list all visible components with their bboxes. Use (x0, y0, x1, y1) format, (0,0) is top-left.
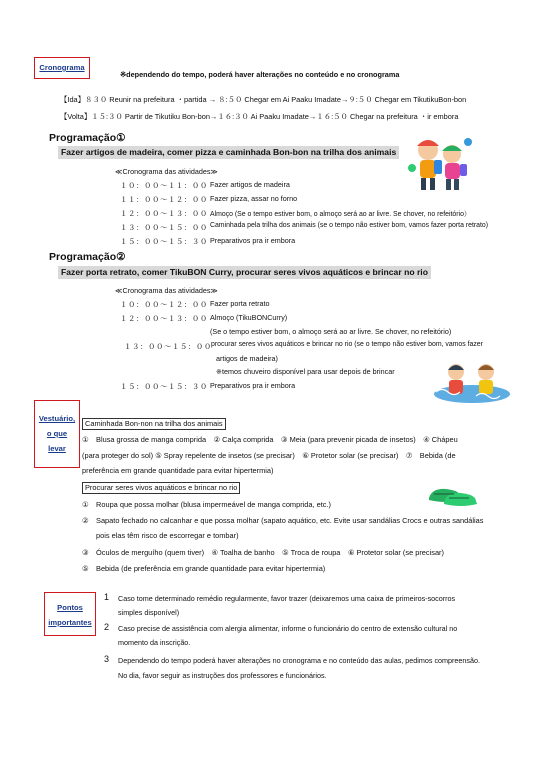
point-3-line1: Dependendo do tempo poderá haver alterações no cronograma e no conteúdo das aulas, pedimos compreensão. (118, 656, 481, 665)
p1-desc-5: Preparativos pra ir embora (210, 236, 296, 245)
river-kids-illustration (432, 358, 512, 404)
point-1-number: 1 (104, 592, 110, 602)
program1-title: Programação① (49, 132, 126, 144)
p1-time-1: １０：００～１１：００ (120, 181, 208, 190)
point-3-line2: No dia, favor seguir as instruções dos professores e funcionários. (118, 671, 327, 680)
p1-time-5: １５：００～１５：３０ (120, 237, 208, 246)
schedule-ida: 【Ida】８３０ Reunir na prefeitura ・partida → ８:５０ Chegar em Ai Paaku Imadate→９:５０ Chegar em TikutikuBon-bon (60, 95, 467, 104)
clothing-items1-line2: (para proteger do sol) ⑤ Spray repelente de insetos (se precisar) ⑥ Protetor solar (se precisar) ⑦ Bebida (de (82, 451, 456, 460)
points-label-1: Pontos (57, 603, 83, 612)
p2-time-3: １３：００～１５：００ (124, 342, 212, 351)
clothing-box-river: Procurar seres vivos aquáticos e brincar no rio (82, 482, 240, 494)
p2-time-2: １２：００～１３：００ (120, 314, 208, 323)
schedule-notice: ※dependendo do tempo, poderá haver alterações no conteúdo e no cronograma (120, 70, 400, 79)
p2-desc-3a: procurar seres vivos aquáticos e brincar no rio (se o tempo não estiver bom, vamos fazer (211, 341, 483, 348)
points-label-box (44, 592, 96, 636)
water-shoes-illustration (426, 482, 480, 508)
p2-note-2: (Se o tempo estiver bom, o almoço será ao ar livre. Se chover, no refeitório) (210, 327, 452, 336)
program1-banner: Fazer artigos de madeira, comer pizza e caminhada Bon-bon na trilha dos animais (58, 146, 399, 159)
cronograma-label: Cronograma (39, 63, 85, 72)
point-1-line1: Caso tome determinado remédio regularmente, favor trazer (deixaremos uma caixa de primeiros-socorros (118, 594, 456, 603)
schedule-volta: 【Volta】１５:３０ Partir de Tikutiku Bon-bon→１６:３０ Ai Paaku Imadate→１６:５０ Chegar na prefeitura ・ir embora (60, 112, 459, 121)
p1-desc-4: Caminhada pela trilha dos animais (se o tempo não estiver bom, vamos fazer porta retrato) (210, 222, 489, 229)
clothing-label-box (34, 400, 80, 468)
clothing-items2-line1: ① Roupa que possa molhar (blusa impermeável de manga comprida, etc.) (82, 500, 331, 509)
clothing-items2-line2: ② Sapato fechado no calcanhar e que possa molhar (sapato aquático, etc. Evite usar sandálias Crocs e outras sandálias (82, 516, 484, 525)
point-2-line1: Caso precise de assistência com alergia alimentar, informe o funcionário do centro de extensão cultural no (118, 624, 458, 633)
point-2-number: 2 (104, 622, 110, 632)
point-2-line2: momento da inscrição. (118, 638, 191, 647)
p1-time-2: １１：００～１２：００ (120, 195, 208, 204)
program2-subhead: ≪Cronograma das atividades≫ (115, 286, 218, 295)
p2-time-4: １５：００～１５：３０ (120, 382, 208, 391)
p2-time-1: １０：００～１２：００ (120, 300, 208, 309)
program2-banner: Fazer porta retrato, comer TikuBON Curry, procurar seres vivos aquáticos e brincar no rio (58, 266, 431, 279)
clothing-items2-line5: ⑤ Bebida (de preferência em grande quantidade para evitar hipertermia) (82, 564, 326, 573)
program1-subhead: ≪Cronograma das atividades≫ (115, 167, 218, 176)
clothing-items1-line1: ① Blusa grossa de manga comprida ② Calça comprida ③ Meia (para prevenir picada de insetos) ④ Chápeu (82, 435, 458, 444)
clothing-box-trail: Caminhada Bon-non na trilha dos animais (82, 418, 226, 430)
clothing-label-1: Vestuário, (38, 414, 76, 423)
p1-time-4: １３：００～１５：００ (120, 223, 208, 232)
p2-desc-4: Preparativos pra ir embora (210, 381, 296, 390)
clothing-items2-line4: ③ Óculos de merguího (quem tiver) ④ Toalha de banho ⑤ Troca de roupa ⑥ Protetor solar (se precisar) (82, 548, 444, 557)
p1-time-3: １２：００～１３：００ (120, 209, 208, 218)
hikers-illustration (398, 134, 478, 196)
p2-desc-2: Almoço (TikuBONCurry) (210, 313, 288, 322)
clothing-items1-line3: preferência em grande quantidade para evitar hipertermia) (82, 466, 274, 475)
program2-title: Programação② (49, 251, 126, 263)
clothing-items2-line3: pois elas têm risco de escorregar e tombar) (96, 531, 239, 540)
p1-desc-2: Fazer pizza, assar no forno (210, 194, 298, 203)
point-1-line2: simples disponível) (118, 608, 180, 617)
points-label-2: importantes (48, 618, 92, 627)
clothing-label-2: o que (46, 429, 68, 438)
p2-desc-3b: artigos de madeira) (216, 354, 278, 363)
point-3-number: 3 (104, 654, 110, 664)
p2-note-3: ※temos chuveiro disponível para usar depois de brincar (216, 367, 395, 376)
p1-desc-3: Almoço (Se o tempo estiver bom, o almoço será ao ar livre. Se chover, no refeitório） (210, 211, 471, 218)
p1-desc-1: Fazer artigos de madeira (210, 180, 290, 189)
clothing-label-3: levar (48, 444, 66, 453)
cronograma-label-box (34, 57, 90, 79)
p2-desc-1: Fazer porta retrato (210, 299, 270, 308)
